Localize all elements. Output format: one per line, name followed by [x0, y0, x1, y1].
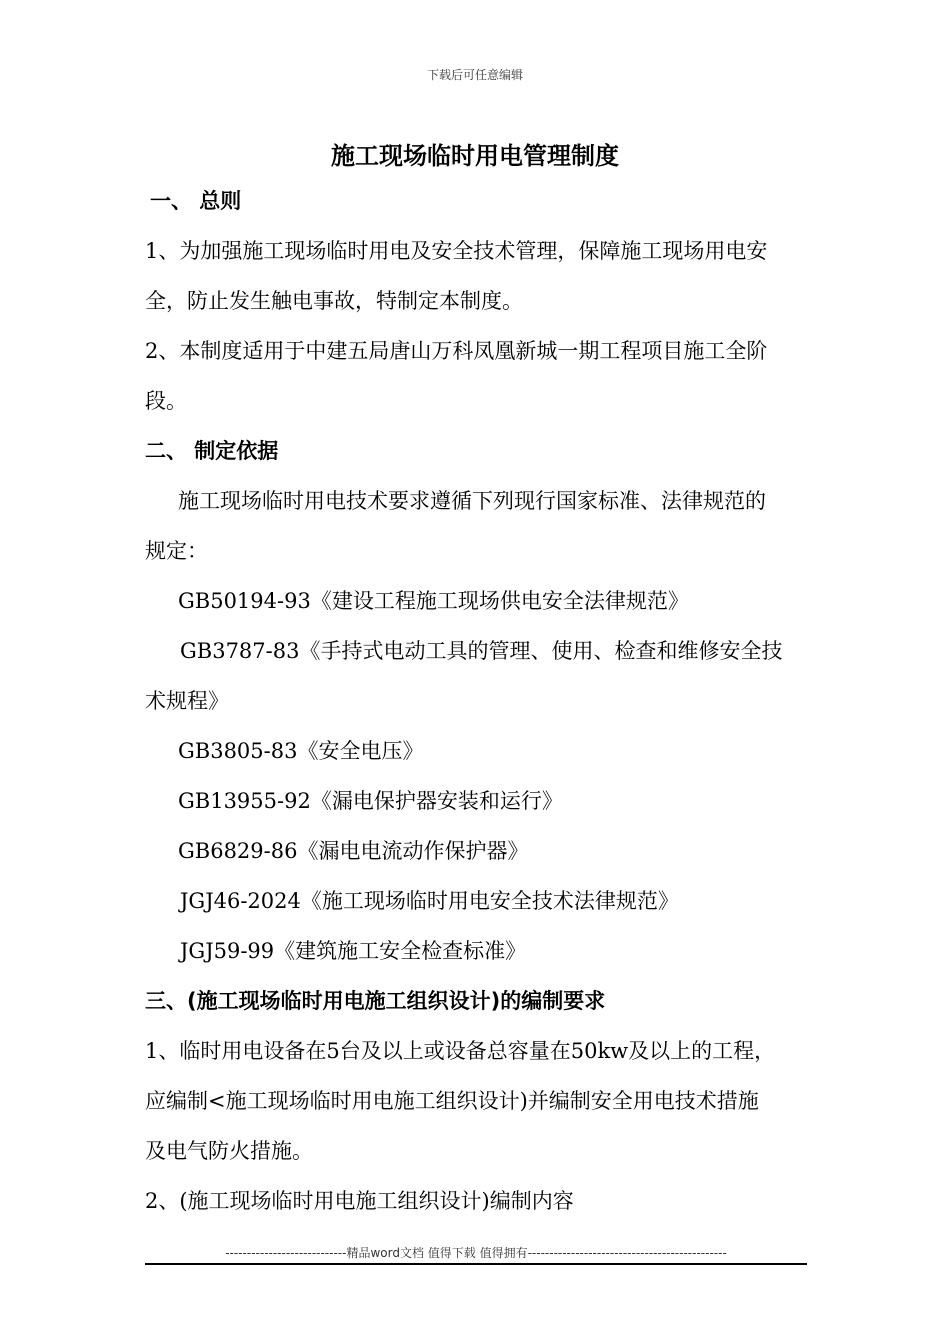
standard-item: JGJ59-99《建筑施工安全检查标准》: [180, 939, 527, 963]
section-heading-basis: 二、 制定依据: [145, 439, 279, 463]
paragraph-line: 2、本制度适用于中建五局唐山万科凤凰新城一期工程项目施工全阶: [145, 339, 768, 363]
page-footer: ----------------------------精品word文档 值得下载 值得拥有----------------------------------------------: [225, 1246, 727, 1260]
standard-item: GB13955-92《漏电保护器安装和运行》: [178, 789, 563, 813]
paragraph-line: 全，防止发生触电事故，特制定本制度。: [145, 289, 523, 313]
paragraph-line: 及电气防火措施。: [145, 1139, 313, 1163]
paragraph-line: 1、为加强施工现场临时用电及安全技术管理，保障施工现场用电安: [145, 239, 768, 263]
standard-item: GB50194-93《建设工程施工现场供电安全法律规范》: [178, 589, 689, 613]
paragraph-line: 规定：: [145, 539, 208, 563]
footer-rule: [145, 1263, 807, 1265]
section-heading-general: 一、 总则: [150, 189, 242, 213]
paragraph-line: 施工现场临时用电技术要求遵循下列现行国家标准、法律规范的: [178, 489, 766, 513]
standard-item-continued: 术规程》: [145, 689, 229, 713]
standard-item: GB6829-86《漏电电流动作保护器》: [178, 839, 529, 863]
paragraph-line: 应编制<施工现场临时用电施工组织设计)并编制安全用电技术措施: [145, 1089, 759, 1113]
paragraph-line: 1、临时用电设备在5台及以上或设备总容量在50kw及以上的工程，: [145, 1039, 776, 1063]
paragraph-line: 段。: [145, 389, 187, 413]
standard-item: JGJ46-2024《施工现场临时用电安全技术法律规范》: [180, 889, 679, 913]
document-title: 施工现场临时用电管理制度: [331, 142, 619, 170]
section-heading-requirements: 三、(施工现场临时用电施工组织设计)的编制要求: [145, 989, 606, 1013]
paragraph-line: 2、(施工现场临时用电施工组织设计)编制内容: [145, 1189, 574, 1213]
standard-item: GB3787-83《手持式电动工具的管理、使用、检查和维修安全技: [180, 639, 783, 663]
page-header: 下载后可任意编辑: [426, 68, 523, 82]
standard-item: GB3805-83《安全电压》: [178, 739, 424, 763]
